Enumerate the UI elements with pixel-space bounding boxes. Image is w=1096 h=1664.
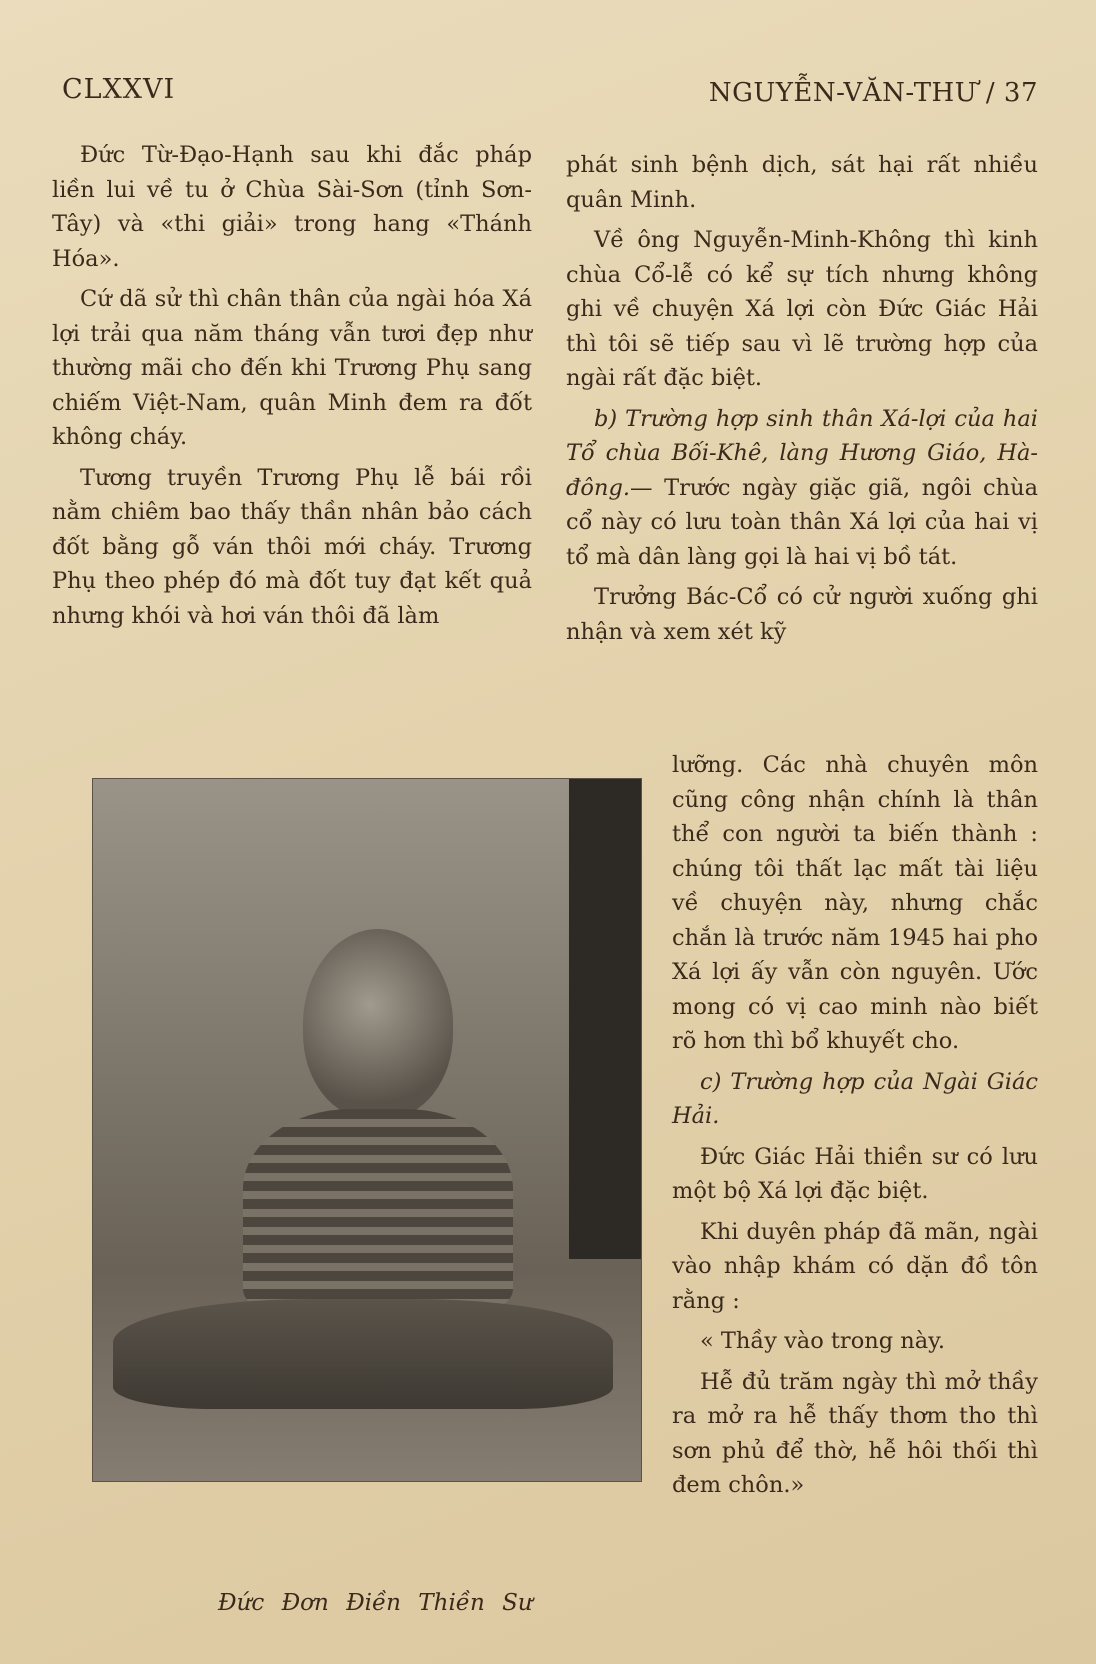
photo-caption: Đức Đơn Điền Thiền Sư (218, 1590, 533, 1616)
paragraph: Đức Giác Hải thiền sư có lưu một bộ Xá lợi đặc biệt. (672, 1143, 1038, 1204)
paragraph: Tương truyền Trương Phụ lễ bái rồi nằm chiêm bao thấy thần nhân bảo cách đốt bằng gỗ ván thôi mới cháy. Trương Phụ theo phép đó mà đốt tuy đạt kết quả nhưng khói và hơi ván thôi đã làm (52, 464, 532, 629)
figure-body (243, 1109, 513, 1309)
section-heading-c: c) Trường hợp của Ngài Giác Hải. (672, 1068, 1038, 1129)
paragraph-text: — Trước ngày giặc giã, ngôi chùa cổ này có lưu toàn thân Xá lợi của hai vị tổ mà dân làng gọi là hai vị bồ tát. (566, 474, 1038, 570)
narrow-text-column (672, 748, 1038, 1509)
section-heading-b: b) Trường hợp sinh thân Xá-lợi của hai Tổ chùa Bối-Khê, làng Hương Giáo, Hà-đông. (566, 405, 1038, 501)
paragraph: Đức Từ-Đạo-Hạnh sau khi đắc pháp liền lui về tu ở Chùa Sài-Sơn (tỉnh Sơn-Tây) và «thi giải» trong hang «Thánh Hóa». (52, 142, 532, 272)
paragraph: lưỡng. Các nhà chuyên môn cũng công nhận chính là thân thể con người ta biến thành : chúng tôi thất lạc mất tài liệu về chuyện này, nhưng chắc chắn là trước năm 1945 hai pho Xá lợi ấy vẫn còn nguyên. Ước mong có vị cao minh nào biết rõ hơn thì bổ khuyết cho. (672, 752, 1038, 1054)
paragraph: Cứ dã sử thì chân thân của ngài hóa Xá lợi trải qua năm tháng vẫn tươi đẹp như thường mãi cho đến khi Trương Phụ sang chiếm Việt-Nam, quân Minh đem ra đốt không cháy. (52, 286, 532, 450)
figure-base (113, 1299, 613, 1409)
paragraph: « Thầy vào trong này. (700, 1328, 946, 1354)
photo-shadow (569, 779, 641, 1259)
paragraph: Trưởng Bác-Cổ có cử người xuống ghi nhận và xem xét kỹ (566, 584, 1038, 645)
figure-head (303, 929, 453, 1119)
left-text-column (52, 138, 532, 639)
paragraph (566, 402, 1038, 575)
chapter-number: CLXXVI (62, 74, 176, 105)
page-header-author: NGUYỄN-VĂN-THƯ / 37 (708, 78, 1038, 108)
paragraph: phát sinh bệnh dịch, sát hại rất nhiều quân Minh. (566, 152, 1038, 213)
right-text-column (566, 148, 1038, 655)
paragraph: Về ông Nguyễn-Minh-Không thì kinh chùa Cổ-lễ có kể sự tích nhưng không ghi về chuyện Xá lợi còn Đức Giác Hải thì tôi sẽ tiếp sau vì lẽ trường hợp của ngài rất đặc biệt. (566, 227, 1038, 391)
paragraph: Hễ đủ trăm ngày thì mở thầy ra mở ra hễ thấy thơm tho thì sơn phủ để thờ, hễ hôi thối thì đem chôn.» (672, 1368, 1038, 1498)
paragraph: Khi duyên pháp đã mãn, ngài vào nhập khám có dặn đồ tôn rằng : (672, 1218, 1038, 1314)
relic-photograph (92, 778, 642, 1482)
